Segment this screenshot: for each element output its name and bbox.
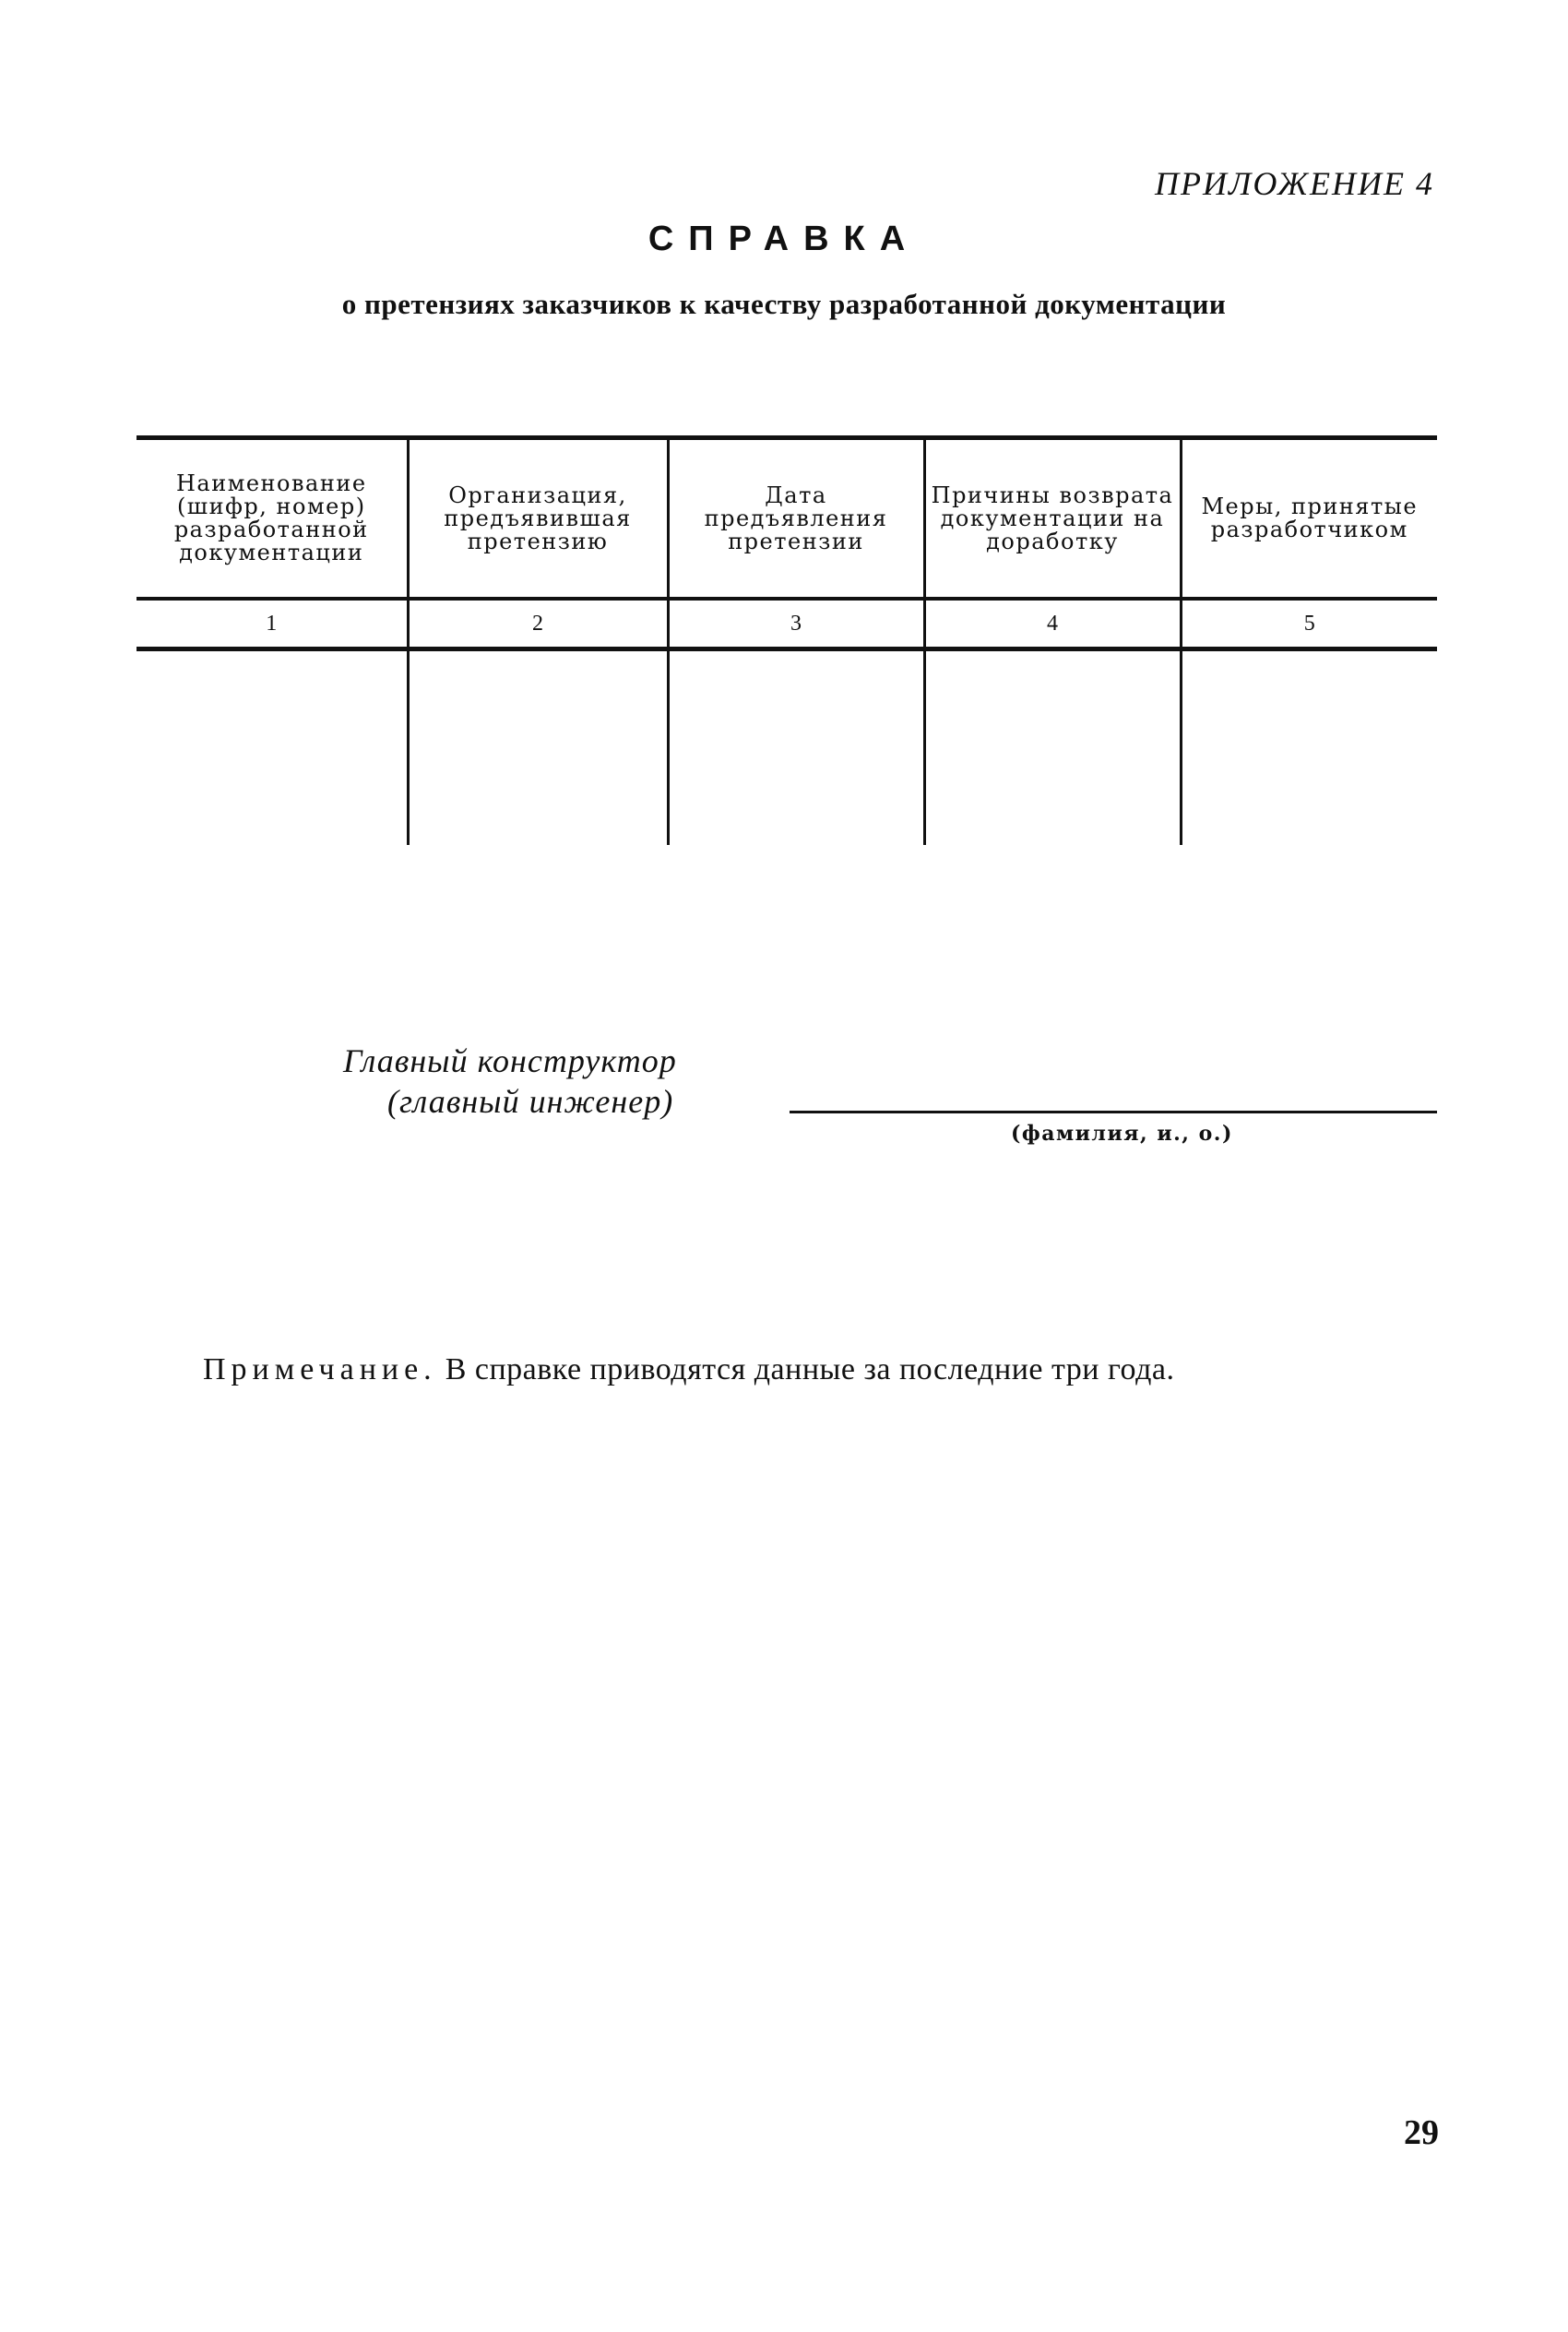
table-body-row	[137, 649, 1437, 846]
column-number: 4	[924, 599, 1181, 649]
appendix-label: ПРИЛОЖЕНИЕ 4	[1155, 165, 1434, 202]
header-document-name: Наименование (шифр, номер) разработанной документации	[137, 438, 408, 600]
signature-line	[790, 1111, 1437, 1113]
column-number: 3	[668, 599, 924, 649]
document-title: СПРАВКА	[647, 220, 921, 258]
table-cell-empty	[137, 649, 408, 846]
note-label: Примечание.	[203, 1352, 437, 1386]
claims-table-container	[137, 435, 1437, 845]
document-subtitle: о претензиях заказчиков к качеству разработанной документации	[341, 288, 1227, 320]
column-number: 2	[408, 599, 668, 649]
page-number: 29	[1404, 2113, 1439, 2152]
table-cell-empty	[924, 649, 1181, 846]
header-measures-taken: Меры, принятые разработчиком	[1181, 438, 1437, 600]
note	[203, 1352, 1174, 1387]
signer-role-line1: Главный конструктор	[343, 1042, 677, 1079]
signer-role-line2: (главный инженер)	[387, 1083, 674, 1120]
header-return-reasons: Причины возврата документации на доработку	[924, 438, 1181, 600]
note-text: В справке приводятся данные за последние три года.	[445, 1352, 1175, 1386]
column-number: 1	[137, 599, 408, 649]
claims-table	[137, 435, 1437, 845]
header-organization: Организация, предъявившая претензию	[408, 438, 668, 600]
column-number-row	[137, 599, 1437, 649]
column-number: 5	[1181, 599, 1437, 649]
table-header-row	[137, 438, 1437, 600]
table-cell-empty	[408, 649, 668, 846]
signature-caption: (фамилия, и., о.)	[1011, 1122, 1233, 1146]
table-cell-empty	[1181, 649, 1437, 846]
table-cell-empty	[668, 649, 924, 846]
header-claim-date: Дата предъявления претензии	[668, 438, 924, 600]
signer-role	[343, 1041, 677, 1122]
